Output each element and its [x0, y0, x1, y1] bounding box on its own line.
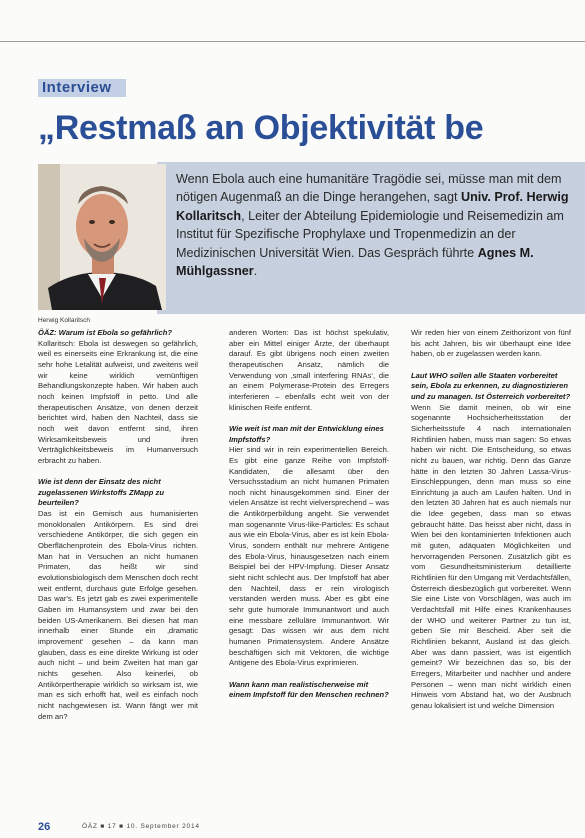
- lead-intro: Wenn Ebola auch eine humanitäre Tragödie sei, müsse man mit dem nötigen Augenmaß an die Dinge herangehen, sagt: [176, 172, 562, 205]
- lead-paragraph: [176, 170, 576, 280]
- text-column-1: [38, 328, 198, 798]
- interview-question: Wie weit ist man mit der Entwicklung eines Impfstoffs?: [229, 423, 384, 444]
- section-tag: Interview: [38, 79, 126, 97]
- text-column-2: [229, 328, 389, 798]
- interview-question: Wann kann man realistischerweise mit einem Impfstoff für den Menschen rechnen?: [229, 679, 389, 700]
- publication-info: ÖÄZ ■ 17 ■ 10. September 2014: [82, 823, 200, 830]
- interviewee-name: Univ. Prof. Herwig Kollaritsch: [176, 190, 569, 223]
- portrait-photo: [38, 164, 166, 310]
- interview-question: Laut WHO sollen alle Staaten vorbereitet sein, Ebola zu erkennen, zu diagnostizieren und zu managen. Ist Österreich vorbereitet?: [411, 370, 571, 401]
- interview-question: Wie ist denn der Einsatz des nicht zugelassenen Wirkstoffs ZMapp zu beurteilen?: [38, 477, 164, 508]
- interview-question: ÖÄZ: Warum ist Ebola so gefährlich?: [38, 328, 173, 337]
- answer-paragraph: Wir reden hier von einem Zeithorizont von fünf bis acht Jahren, bis wir überhaupt eine Idee haben, ob er zugelassen werden kann.: [411, 328, 571, 359]
- answer-paragraph: Kollaritsch: Ebola ist deswegen so gefährlich, weil es einerseits eine Erkrankung ist, die eine sehr hohe Letalität aufweist, und zweitens weil wir keine wirklich vernünftigen Behandlungskonzepte haben. Wir haben auch noch keinen Impfstoff in petto. Und alle therapeutischen Ansätze, von denen derzeit berichtet wird, haben den Nachteil, dass sie noch weit davon entfernt sind, ihren Wirksamkeitsbeweis und ihren Verträglichkeitsbeweis im Humanversuch erbracht zu haben.: [38, 338, 198, 465]
- photo-caption: Herwig Kollaritsch: [38, 317, 91, 324]
- answer-paragraph: Hier sind wir in rein experimentellen Bereich. Es gibt eine ganze Reihe von Impfstoff-Kandidaten, die allesamt über den Versuchsstadium an nicht humanen Primaten noch nicht hinausgekommen sind. Einer der vielen Ansätze ist recht vielversprechend – was die Antikörperbildung angeht. Sie verwendet man sogenannte Virus-like-Particles: Es schaut aus wie ein Ebola-Virus, aber es ist kein Ebola-Virus, sondern enthält nur mehrere Antigene des Ebola-Virus, hinausgesetzen nach einem Beispiel bei der HPV-Impfung. Dieser Ansatz sieht nicht schlecht aus. Der Impfstoff hat aber den Nachteil, dass er rein virologisch verstanden werden muss. Aber es gibt eine sehr gute humorale Immunantwort und auch eine messbare zelluläre Immunantwort. Wir gesagt: Das wissen wir aus dem nicht humanen Primatensystem. Andere Ansätze beschäftigen sich mit Vektoren, die wichtige Antigene des Ebola-Virus exprimieren.: [229, 445, 389, 668]
- portrait-illustration: [38, 164, 166, 310]
- text-column-3: [411, 328, 571, 798]
- interviewer-name: Agnes M. Mühlgassner: [176, 245, 534, 279]
- page-number: 26: [38, 821, 51, 833]
- answer-paragraph: Wenn Sie damit meinen, ob wir eine sogenannte Hochsicherheitsstation der Sicherheitsstufe 4 nach internationalen Richtlinien haben, muss man sagen: So etwas haben wir nicht. Die Entscheidung, so etwas nicht zu bauen, war richtig. Denn das Ganze hätte in den letzten 30 Jahren Lassa-Virus-Einschleppungen, denn man muss so eine Einrichtung ja auch am Laufen halten. Und in den letzten 30 Jahren hat es auch niemals nur die Idee gegeben, dass man so etwas gebraucht hätte. Das heisst aber nicht, dass in Wien bei den kontaminierten Infektionen auch mit guten, adäquaten Möglichkeiten und hervorragenden Personen. Zusätzlich gibt es vom Gesundheitsministerium detaillierte Richtlinien für den Umgang mit Verdachtsfällen, Österreich diesbezüglich gut vorbereitet. Wenn Sie eine Liste von Vorschlägen, was auch im Verdachtsfall mit Hilfe eines Krankenhauses der WHO und weiterer Partner zu tun ist, geben Sie mir Bescheid. Aber seit die Richtlinien bekannt, Ausland ist das gleich. Aber was dann passiert, was ist eigentlich gemeint? Wir bezeichnen das so, bis der Erregers, Mitarbeiter und nachher und andere Personen – wenn man nicht wirklich einen Hinweis vom Abstand hat, wo der Ausbruch genau lokalisiert ist und welche Dimension: [411, 402, 571, 710]
- lead-middle: , Leiter der Abteilung Epidemiologie und Reisemedizin am Institut für Spezifische Prophylaxe und Tropenmedizin an der Medizinischen Universität Wien. Das Gespräch führte: [176, 208, 564, 260]
- lead-end: .: [253, 264, 258, 279]
- answer-paragraph: Das ist ein Gemisch aus humanisierten monoklonalen Antikörpern. Es sind drei verschiedene Antikörper, die sich gegen ein Oberflächenprotein des Ebola-Virus richten. Man hat in Versuchen an nicht humanen Primaten, das heißt wir sind evolutionsbiologisch dem Menschen doch recht weit entfernt, durchaus gute Erfolge gesehen. Das war's. Es jetzt gab es zwei experimentelle Gaben im Humansystem und zwar bei den beiden US-Amerikanern. Bei diesen hat man innerhalb einer Stunde ein ‚dramatic improvement‘ gesehen – da kann man glauben, dass es eine direkte Wirkung ist oder auch nicht – und beim Zweiten hat man gar nichts gesehen. Also keinerlei, ob Antikörpertherapie wirklich so wirksam ist, wie man es sich erhofft hat, weil es einfach noch nicht nachgewiesen ist. Wann fängt wer mit dem an?: [38, 509, 198, 721]
- top-rule: [0, 41, 585, 42]
- answer-paragraph: anderen Worten: Das ist höchst spekulativ, aber ein Mittel einiger Ärzte, der überhaupt darauf. Es gibt übrigens noch einen zweiten therapeutischen Ansatz, nämlich die Verwendung von ‚small interfering RNAs‘, die an einem Polymerase-Protein des Erregers interferieren – ebenfalls echt weit von der klinischen Reife entfernt.: [229, 328, 389, 412]
- headline: „Restmaß an Objektivität be: [38, 109, 484, 147]
